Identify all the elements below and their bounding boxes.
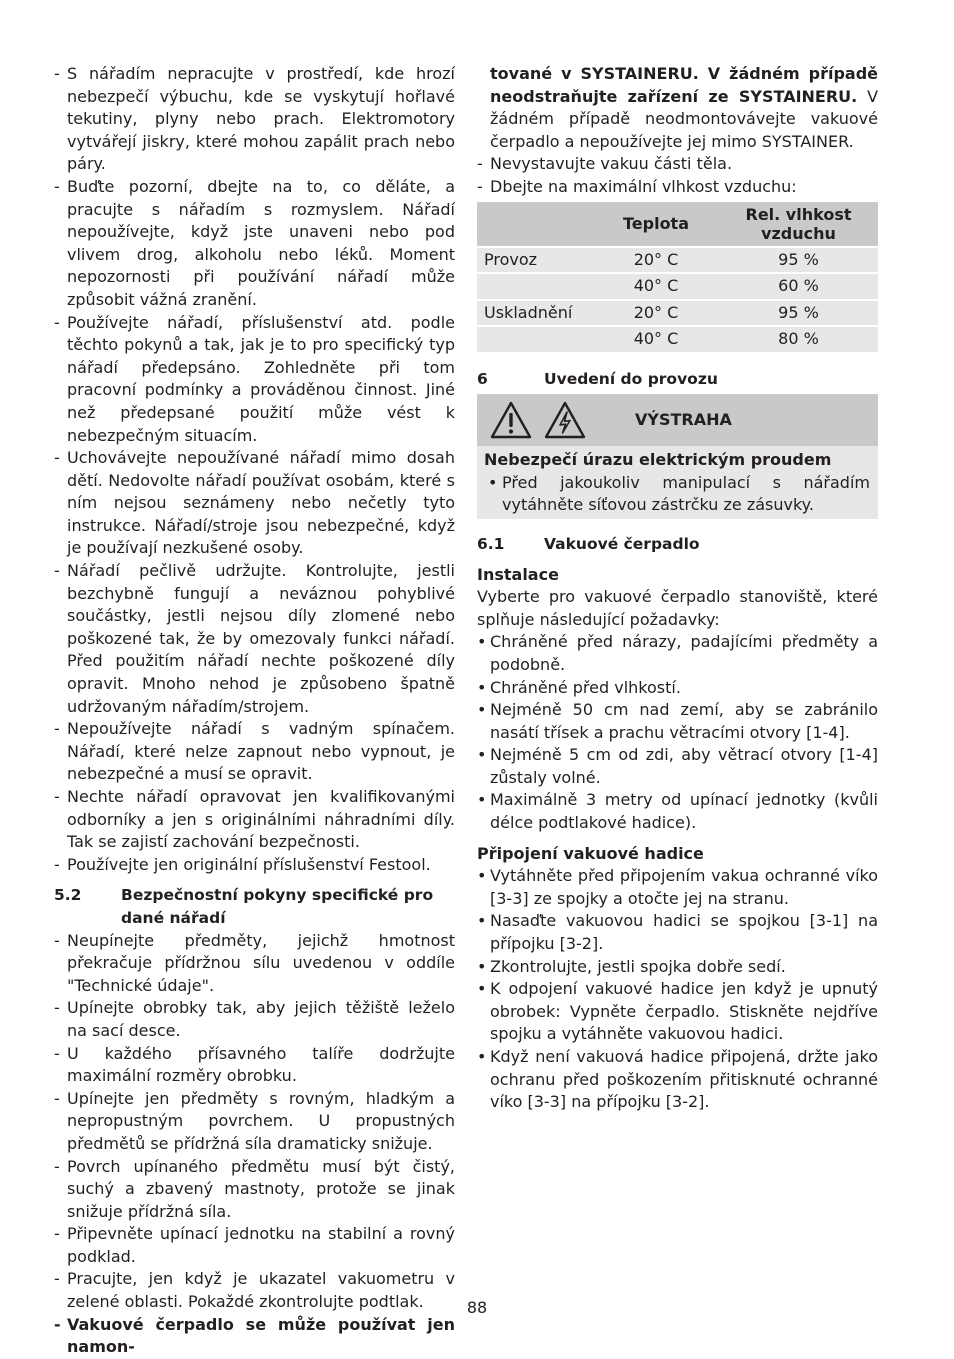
table-cell: 40° C <box>593 325 719 352</box>
list-item: - Uchovávejte nepoužívané nářadí mimo dosah dětí. Nedovolte nářadí používat osobám, které s ním nejsou seznámeny nebo nečetly tyto instrukce. Nářadí/stroje jsou nebezpečné, když je používají nezkušené osoby. <box>54 447 455 560</box>
list-item: - Připevněte upínací jednotku na stabilní a rovný podklad. <box>54 1223 455 1268</box>
table-cell: 80 % <box>719 325 878 352</box>
section-title: Uvedení do provozu <box>544 369 718 388</box>
list-item: - Neupínejte předměty, jejichž hmotnost překračuje přídržnou sílu uvedenou v oddíle "Technické údaje". <box>54 930 455 998</box>
list-item: - Dbejte na maximální vlhkost vzduchu: <box>477 176 878 199</box>
warning-header <box>477 394 878 446</box>
table-cell: 40° C <box>593 272 719 299</box>
section-number: 6.1 <box>477 534 505 553</box>
table-header-row <box>477 202 878 246</box>
pump-safety-list <box>477 153 878 198</box>
table-cell: 20° C <box>593 246 719 273</box>
left-column <box>54 63 455 1359</box>
list-item: • Maximálně 3 metry od upínací jednotky (kvůli délce podtlakové hadice). <box>477 789 878 834</box>
warning-icons <box>477 400 635 440</box>
list-item: - Upínejte jen předměty s rovným, hladkým a nepropustným povrchem. U propustných předmětů se přídržná síla dramaticky snižuje. <box>54 1088 455 1156</box>
list-item: • Chráněné před vlhkostí. <box>477 677 878 700</box>
installation-intro: Vyberte pro vakuové čerpadlo stanoviště, které splňuje následující požadavky: <box>477 587 878 629</box>
section-title: Vakuové čerpadlo <box>544 534 700 553</box>
table-cell: Uskladnění <box>477 299 593 326</box>
section-heading-5-2 <box>54 884 455 929</box>
table-cell <box>477 325 593 352</box>
list-item: - Nepoužívejte nářadí s vadným spínačem. Nářadí, které nelze zapnout nebo vypnout, je nebezpečné a musí se opravit. <box>54 718 455 786</box>
list-item: • Nejméně 5 cm od zdi, aby větrací otvory [1-4] zůstaly volné. <box>477 744 878 789</box>
list-item: - Pracujte, jen když je ukazatel vakuometru v zelené oblasti. Pokaždé zkontrolujte podtlak. <box>54 1268 455 1313</box>
section-heading-6 <box>477 368 878 391</box>
section-number: 6 <box>477 369 488 388</box>
list-item: - Povrch upínaného předmětu musí být čistý, suchý a zbavený mastnoty, protože se jinak snižuje přídržná síla. <box>54 1156 455 1224</box>
installation-list <box>477 631 878 834</box>
table-header-cell: Teplota <box>593 202 719 246</box>
list-item: - Buďte pozorní, dbejte na to, co děláte, a pracujte s nářadím s rozmyslem. Nářadí nepoužívejte, když jste unaveni nebo pod vlivem drog, alkoholu nebo léků. Moment nepozornosti při používání nářadí může způsobit vážná zranění. <box>54 176 455 312</box>
page-number: 88 <box>466 1298 488 1317</box>
warning-body <box>477 446 878 519</box>
continuation-text: V žádném případě neodmontovávejte vakuové čerpadlo a nepoužívejte jej mimo SYSTAINER. <box>490 86 879 151</box>
list-item: - U každého přísavného talíře dodržujte maximální rozměry obrobku. <box>54 1043 455 1088</box>
list-item: - Nevystavujte vakuu části těla. <box>477 153 878 176</box>
list-item: • Nejméně 50 cm nad zemí, aby se zabránilo nasátí třísek a prachu větracími otvory [1-4]. <box>477 699 878 744</box>
table-header-cell: Rel. vlhkost vzduchu <box>719 202 878 246</box>
warning-list <box>484 472 870 517</box>
continued-paragraph <box>477 63 878 153</box>
table-header-cell <box>477 202 593 246</box>
right-column <box>477 63 878 1114</box>
table-row <box>477 299 878 326</box>
list-item: • Nasaďte vakuovou hadici se spojkou [3-1] na přípojku [3-2]. <box>477 910 878 955</box>
list-item: - Nechte nářadí opravovat jen kvalifikovanými odborníky a jen s originálními náhradními díly. Tak se zajistí zachování bezpečnosti. <box>54 786 455 854</box>
section-title: Bezpečnostní pokyny specifické pro dané nářadí <box>121 886 434 927</box>
list-item: • Zkontrolujte, jestli spojka dobře sedí. <box>477 956 878 979</box>
table-row <box>477 325 878 352</box>
list-item: • Chráněné před nárazy, padajícími předměty a podobně. <box>477 631 878 676</box>
list-item: - Používejte nářadí, příslušenství atd. podle těchto pokynů a tak, jak je to pro specifický typ nářadí předepsáno. Zohledněte při tom pracovní podmínky a prováděnou činnost. Jiné než předepsané použití může vést k nebezpečným situacím. <box>54 312 455 448</box>
table-row <box>477 246 878 273</box>
hose-list <box>477 865 878 1114</box>
list-item: • Před jakoukoliv manipulací s nářadím vytáhněte síťovou zástrčku ze zásuvky. <box>488 472 870 517</box>
climate-table <box>477 202 878 352</box>
list-item: • Když není vakuová hadice připojená, držte jako ochranu před poškozením přitisknuté ochranné víko [3-3] na přípojku [3-2]. <box>477 1046 878 1114</box>
warning-title: VÝSTRAHA <box>635 409 732 429</box>
section-number: 5.2 <box>54 886 82 905</box>
table-cell: 95 % <box>719 246 878 273</box>
specific-safety-list <box>54 930 455 1359</box>
list-item: - Upínejte obrobky tak, aby jejich těžiště leželo na sací desce. <box>54 997 455 1042</box>
installation-title: Instalace <box>477 564 559 584</box>
warning-subtitle: Nebezpečí úrazu elektrickým proudem <box>484 450 832 470</box>
hose-title: Připojení vakuové hadice <box>477 843 704 863</box>
list-item: - Používejte jen originální příslušenství Festool. <box>54 854 455 877</box>
continuation-bold-text: tované v SYSTAINERU. V žádném případě neodstraňujte zařízení ze SYSTAINERU. <box>490 64 878 106</box>
table-cell: 60 % <box>719 272 878 299</box>
warning-triangle-icon <box>489 400 533 440</box>
electric-hazard-icon <box>543 400 587 440</box>
table-cell: 95 % <box>719 299 878 326</box>
table-cell: Provoz <box>477 246 593 273</box>
section-heading-6-1 <box>477 533 878 556</box>
list-item: - S nářadím nepracujte v prostředí, kde hrozí nebezpečí výbuchu, kde se vyskytují hořlavé tekutiny, plyny nebo prach. Elektromotory vytvářejí jiskry, které mohou zapálit prach nebo páry. <box>54 63 455 176</box>
list-item: - Vakuové čerpadlo se může používat jen namon- <box>54 1314 455 1359</box>
table-cell <box>477 272 593 299</box>
list-item: - Nářadí pečlivě udržujte. Kontrolujte, jestli bezchybně fungují a neváznou pohyblivé součástky, jestli nejsou díly zlomené nebo poškozené tak, že by omezovaly funkci nářadí. Před použitím nářadí nechte poškozené díly opravit. Mnoho nehod je způsobeno špatně udržovaným nářadím/strojem. <box>54 560 455 718</box>
general-safety-list <box>54 63 455 876</box>
table-row <box>477 272 878 299</box>
list-item: • Vytáhněte před připojením vakua ochranné víko [3-3] ze spojky a otočte jej na stranu. <box>477 865 878 910</box>
table-cell: 20° C <box>593 299 719 326</box>
list-item: • K odpojení vakuové hadice jen když je upnutý obrobek: Vypněte čerpadlo. Stiskněte nejdříve spojku a vytáhněte vakuovou hadici. <box>477 978 878 1046</box>
